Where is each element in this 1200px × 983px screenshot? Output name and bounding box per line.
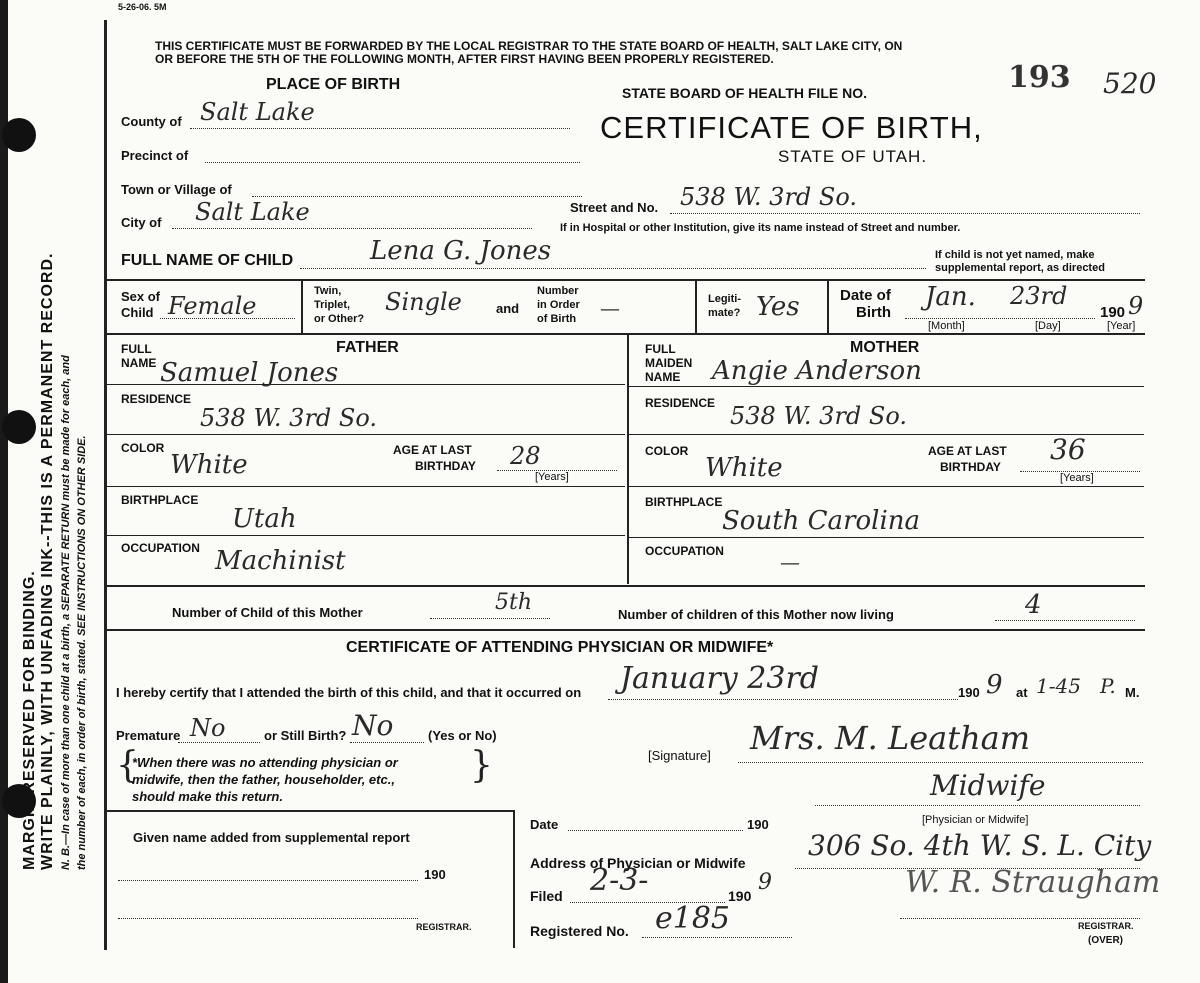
father-name-label-1: FULL xyxy=(121,342,152,356)
mother-age-label-1: AGE AT LAST xyxy=(928,444,1007,458)
hospital-note: If in Hospital or other Institution, give its name instead of Street and number. xyxy=(560,222,961,234)
child-name-note-2: supplemental report, as directed xyxy=(935,262,1105,274)
filed-year-value: 9 xyxy=(758,870,772,895)
rule-father-birthplace xyxy=(105,535,625,536)
premature-line xyxy=(178,742,260,743)
filed-year-prefix: 190 xyxy=(728,888,752,904)
mother-occupation-value: — xyxy=(780,550,800,574)
child-name-line xyxy=(300,268,926,269)
dob-day-label: [Day] xyxy=(1035,320,1061,332)
file-number: 193 xyxy=(1008,60,1071,95)
father-name-label-2: NAME xyxy=(121,356,157,370)
child-name-label: FULL NAME OF CHILD xyxy=(121,252,294,269)
legit-label-2: mate? xyxy=(708,307,741,319)
supplemental-registrar-label: REGISTRAR. xyxy=(416,922,472,932)
rule-father-name xyxy=(105,384,625,385)
registered-label: Registered No. xyxy=(530,923,629,939)
legit-value: Yes xyxy=(756,292,800,322)
divider-sex xyxy=(301,280,303,333)
father-occupation-label: OCCUPATION xyxy=(121,541,200,555)
rule-mother-name xyxy=(629,386,1144,387)
margin-nb-line1: N. B.—In case of more than one child at a birth, a SEPARATE RETURN must be made for each, and xyxy=(60,355,72,870)
divider-order xyxy=(695,280,697,333)
physician-note-3: should make this return. xyxy=(132,789,283,804)
margin-reserved-text: MARGIN RESERVED FOR BINDING. xyxy=(21,570,38,870)
twin-label-2: Triplet, xyxy=(314,299,351,311)
certify-at: at xyxy=(1016,685,1028,700)
supplemental-name-line xyxy=(118,880,418,881)
father-occupation-value: Machinist xyxy=(215,546,346,576)
child-name-value: Lena G. Jones xyxy=(370,236,552,266)
dob-month-label: [Month] xyxy=(928,320,965,332)
form-print-code: 5-26-06. 5M xyxy=(118,2,167,12)
physician-note-2: midwife, then the father, householder, etc., xyxy=(132,772,395,787)
father-color-label: COLOR xyxy=(121,441,165,455)
signature-label: [Signature] xyxy=(648,748,711,763)
place-of-birth-heading: PLACE OF BIRTH xyxy=(266,76,401,93)
child-name-note-1: If child is not yet named, make xyxy=(935,249,1095,261)
mother-name-value: Angie Anderson xyxy=(712,356,922,386)
rule-parents-bottom xyxy=(105,585,1145,587)
father-age-label-2: BIRTHDAY xyxy=(415,459,476,473)
sex-label-1: Sex of xyxy=(121,289,161,304)
margin-nb-line2: the number of each, in order of birth, stated. SEE INSTRUCTIONS ON OTHER SIDE. xyxy=(76,435,88,870)
stillbirth-label: or Still Birth? xyxy=(264,728,347,743)
county-value: Salt Lake xyxy=(200,98,315,126)
note-brace-right: } xyxy=(470,745,493,786)
father-color-value: White xyxy=(170,450,248,480)
certify-year-value: 9 xyxy=(986,670,1003,700)
divider-legit xyxy=(827,280,829,333)
address-label: Address of Physician or Midwife xyxy=(530,855,746,871)
certify-text: I hereby certify that I attended the birth of this child, and that it occurred on xyxy=(116,685,582,700)
title-line xyxy=(815,805,1140,806)
punch-hole-top xyxy=(2,118,36,152)
father-birthplace-label: BIRTHPLACE xyxy=(121,493,199,507)
father-years-label: [Years] xyxy=(535,471,569,483)
dob-year: 9 xyxy=(1128,292,1144,320)
sex-value: Female xyxy=(168,292,257,320)
registrar-signature: W. R. Straugham xyxy=(905,865,1161,900)
mother-heading: MOTHER xyxy=(850,339,920,356)
rule-child-top xyxy=(105,279,1145,281)
filed-label: Filed xyxy=(530,888,563,904)
physician-heading: CERTIFICATE OF ATTENDING PHYSICIAN OR MIDWIFE* xyxy=(346,639,774,656)
rule-father-color xyxy=(105,486,625,487)
mother-birthplace-value: South Carolina xyxy=(722,506,921,536)
street-label: Street and No. xyxy=(570,200,659,215)
registrar-line xyxy=(900,918,1140,919)
yes-no-label: (Yes or No) xyxy=(428,728,497,743)
rule-bottom-left-top xyxy=(105,810,515,812)
father-residence-label: RESIDENCE xyxy=(121,392,192,406)
mother-color-value: White xyxy=(705,453,783,483)
rule-father-residence xyxy=(105,434,625,435)
rule-child-bottom xyxy=(105,333,1145,335)
mother-years-label: [Years] xyxy=(1060,472,1094,484)
order-label-1: Number xyxy=(537,285,579,297)
living-value: 4 xyxy=(1025,590,1042,620)
mother-age-label-2: BIRTHDAY xyxy=(940,460,1001,474)
mother-residence-value: 538 W. 3rd So. xyxy=(730,402,907,430)
rule-mother-birthplace xyxy=(629,537,1144,538)
order-value: — xyxy=(600,296,620,320)
street-line xyxy=(670,213,1140,214)
sex-label-2: Child xyxy=(121,305,154,320)
precinct-label: Precinct of xyxy=(121,148,189,163)
divider-parents xyxy=(627,334,629,584)
header-line-2: OR BEFORE THE 5TH OF THE FOLLOWING MONTH, AFTER FIRST HAVING BEEN PROPERLY REGISTERED. xyxy=(155,52,774,66)
mother-name-label-2: MAIDEN xyxy=(645,356,693,370)
child-number-value: 5th xyxy=(495,590,533,615)
father-name-value: Samuel Jones xyxy=(160,358,339,388)
rule-counts-bottom xyxy=(105,629,1145,631)
order-label-2: in Order xyxy=(537,299,580,311)
twin-value: Single xyxy=(385,288,462,316)
city-line xyxy=(172,228,532,229)
child-number-label: Number of Child of this Mother xyxy=(172,605,363,620)
father-residence-value: 538 W. 3rd So. xyxy=(200,404,377,432)
certificate-subtitle: STATE OF UTAH. xyxy=(778,147,928,166)
premature-label: Premature xyxy=(116,728,181,743)
registered-line xyxy=(642,937,792,938)
child-number-line xyxy=(430,618,550,619)
physician-title-label: [Physician or Midwife] xyxy=(922,814,1029,826)
city-value: Salt Lake xyxy=(195,198,310,226)
address-value: 306 So. 4th W. S. L. City xyxy=(808,829,1152,862)
registered-value: e185 xyxy=(655,901,731,936)
father-heading: FATHER xyxy=(336,339,399,356)
county-line xyxy=(190,128,570,129)
dob-label-1: Date of xyxy=(840,287,891,304)
dob-month: Jan. xyxy=(925,282,976,312)
note-brace-left: { xyxy=(116,745,139,786)
mother-occupation-label: OCCUPATION xyxy=(645,544,724,558)
living-line xyxy=(995,620,1135,621)
county-label: County of xyxy=(121,114,182,129)
header-line-1: THIS CERTIFICATE MUST BE FORWARDED BY THE LOCAL REGISTRAR TO THE STATE BOARD OF HEALTH, SALT LAKE CITY, ON xyxy=(155,39,903,53)
date-line xyxy=(568,830,743,831)
dob-day: 23rd xyxy=(1010,282,1068,310)
certify-time-value: 1-45 xyxy=(1036,674,1081,698)
street-value: 538 W. 3rd So. xyxy=(680,183,857,211)
filed-value: 2-3- xyxy=(590,863,649,898)
town-line xyxy=(252,196,582,197)
twin-label-3: or Other? xyxy=(314,313,365,325)
mother-name-label-3: NAME xyxy=(645,370,681,384)
physician-title-value: Midwife xyxy=(930,769,1046,802)
dob-label-2: Birth xyxy=(856,304,891,321)
physician-note-1: *When there was no attending physician or xyxy=(132,755,398,770)
mother-birthplace-label: BIRTHPLACE xyxy=(645,495,723,509)
precinct-line xyxy=(205,162,580,163)
twin-label-1: Twin, xyxy=(314,285,342,297)
punch-hole-middle xyxy=(2,410,36,444)
certify-year-prefix: 190 xyxy=(958,685,980,700)
registrar-label: REGISTRAR. xyxy=(1078,921,1134,931)
legit-label-1: Legiti- xyxy=(708,293,741,305)
dob-year-label: [Year] xyxy=(1107,320,1136,332)
stillbirth-line xyxy=(350,742,424,743)
file-number-handwritten: 520 xyxy=(1103,67,1157,100)
supplemental-year-prefix: 190 xyxy=(424,867,446,882)
father-age-label-1: AGE AT LAST xyxy=(393,443,472,457)
certify-m: M. xyxy=(1125,685,1140,700)
dob-year-prefix: 190 xyxy=(1100,304,1126,321)
certify-ampm-value: P. xyxy=(1100,674,1116,698)
divider-bottom xyxy=(513,810,515,948)
date-year-prefix: 190 xyxy=(747,817,769,832)
mother-color-label: COLOR xyxy=(645,444,689,458)
file-number-label: STATE BOARD OF HEALTH FILE NO. xyxy=(622,85,867,101)
and-label: and xyxy=(496,301,520,316)
town-label: Town or Village of xyxy=(121,182,232,197)
premature-value: No xyxy=(190,714,226,742)
mother-residence-label: RESIDENCE xyxy=(645,396,716,410)
supplemental-heading: Given name added from supplemental report xyxy=(133,830,410,845)
dob-line xyxy=(905,318,1095,319)
supplemental-registrar-line xyxy=(118,918,418,919)
margin-permanent-record-text: WRITE PLAINLY, WITH UNFADING INK--THIS IS A PERMANENT RECORD. xyxy=(39,252,56,870)
certify-date-line xyxy=(608,699,958,700)
certify-date-value: January 23rd xyxy=(620,661,819,696)
mother-age-value: 36 xyxy=(1050,433,1086,466)
stillbirth-value: No xyxy=(352,709,394,742)
signature-value: Mrs. M. Leatham xyxy=(750,719,1031,757)
rule-mother-color xyxy=(629,486,1144,487)
date-label: Date xyxy=(530,817,559,832)
order-label-3: of Birth xyxy=(537,313,577,325)
father-age-value: 28 xyxy=(510,442,541,470)
father-birthplace-value: Utah xyxy=(232,504,297,534)
over-label: (OVER) xyxy=(1088,935,1123,946)
certificate-title: CERTIFICATE OF BIRTH, xyxy=(600,110,983,145)
signature-line xyxy=(738,762,1143,763)
city-label: City of xyxy=(121,215,162,230)
mother-name-label-1: FULL xyxy=(645,342,676,356)
living-label: Number of children of this Mother now living xyxy=(618,607,894,622)
